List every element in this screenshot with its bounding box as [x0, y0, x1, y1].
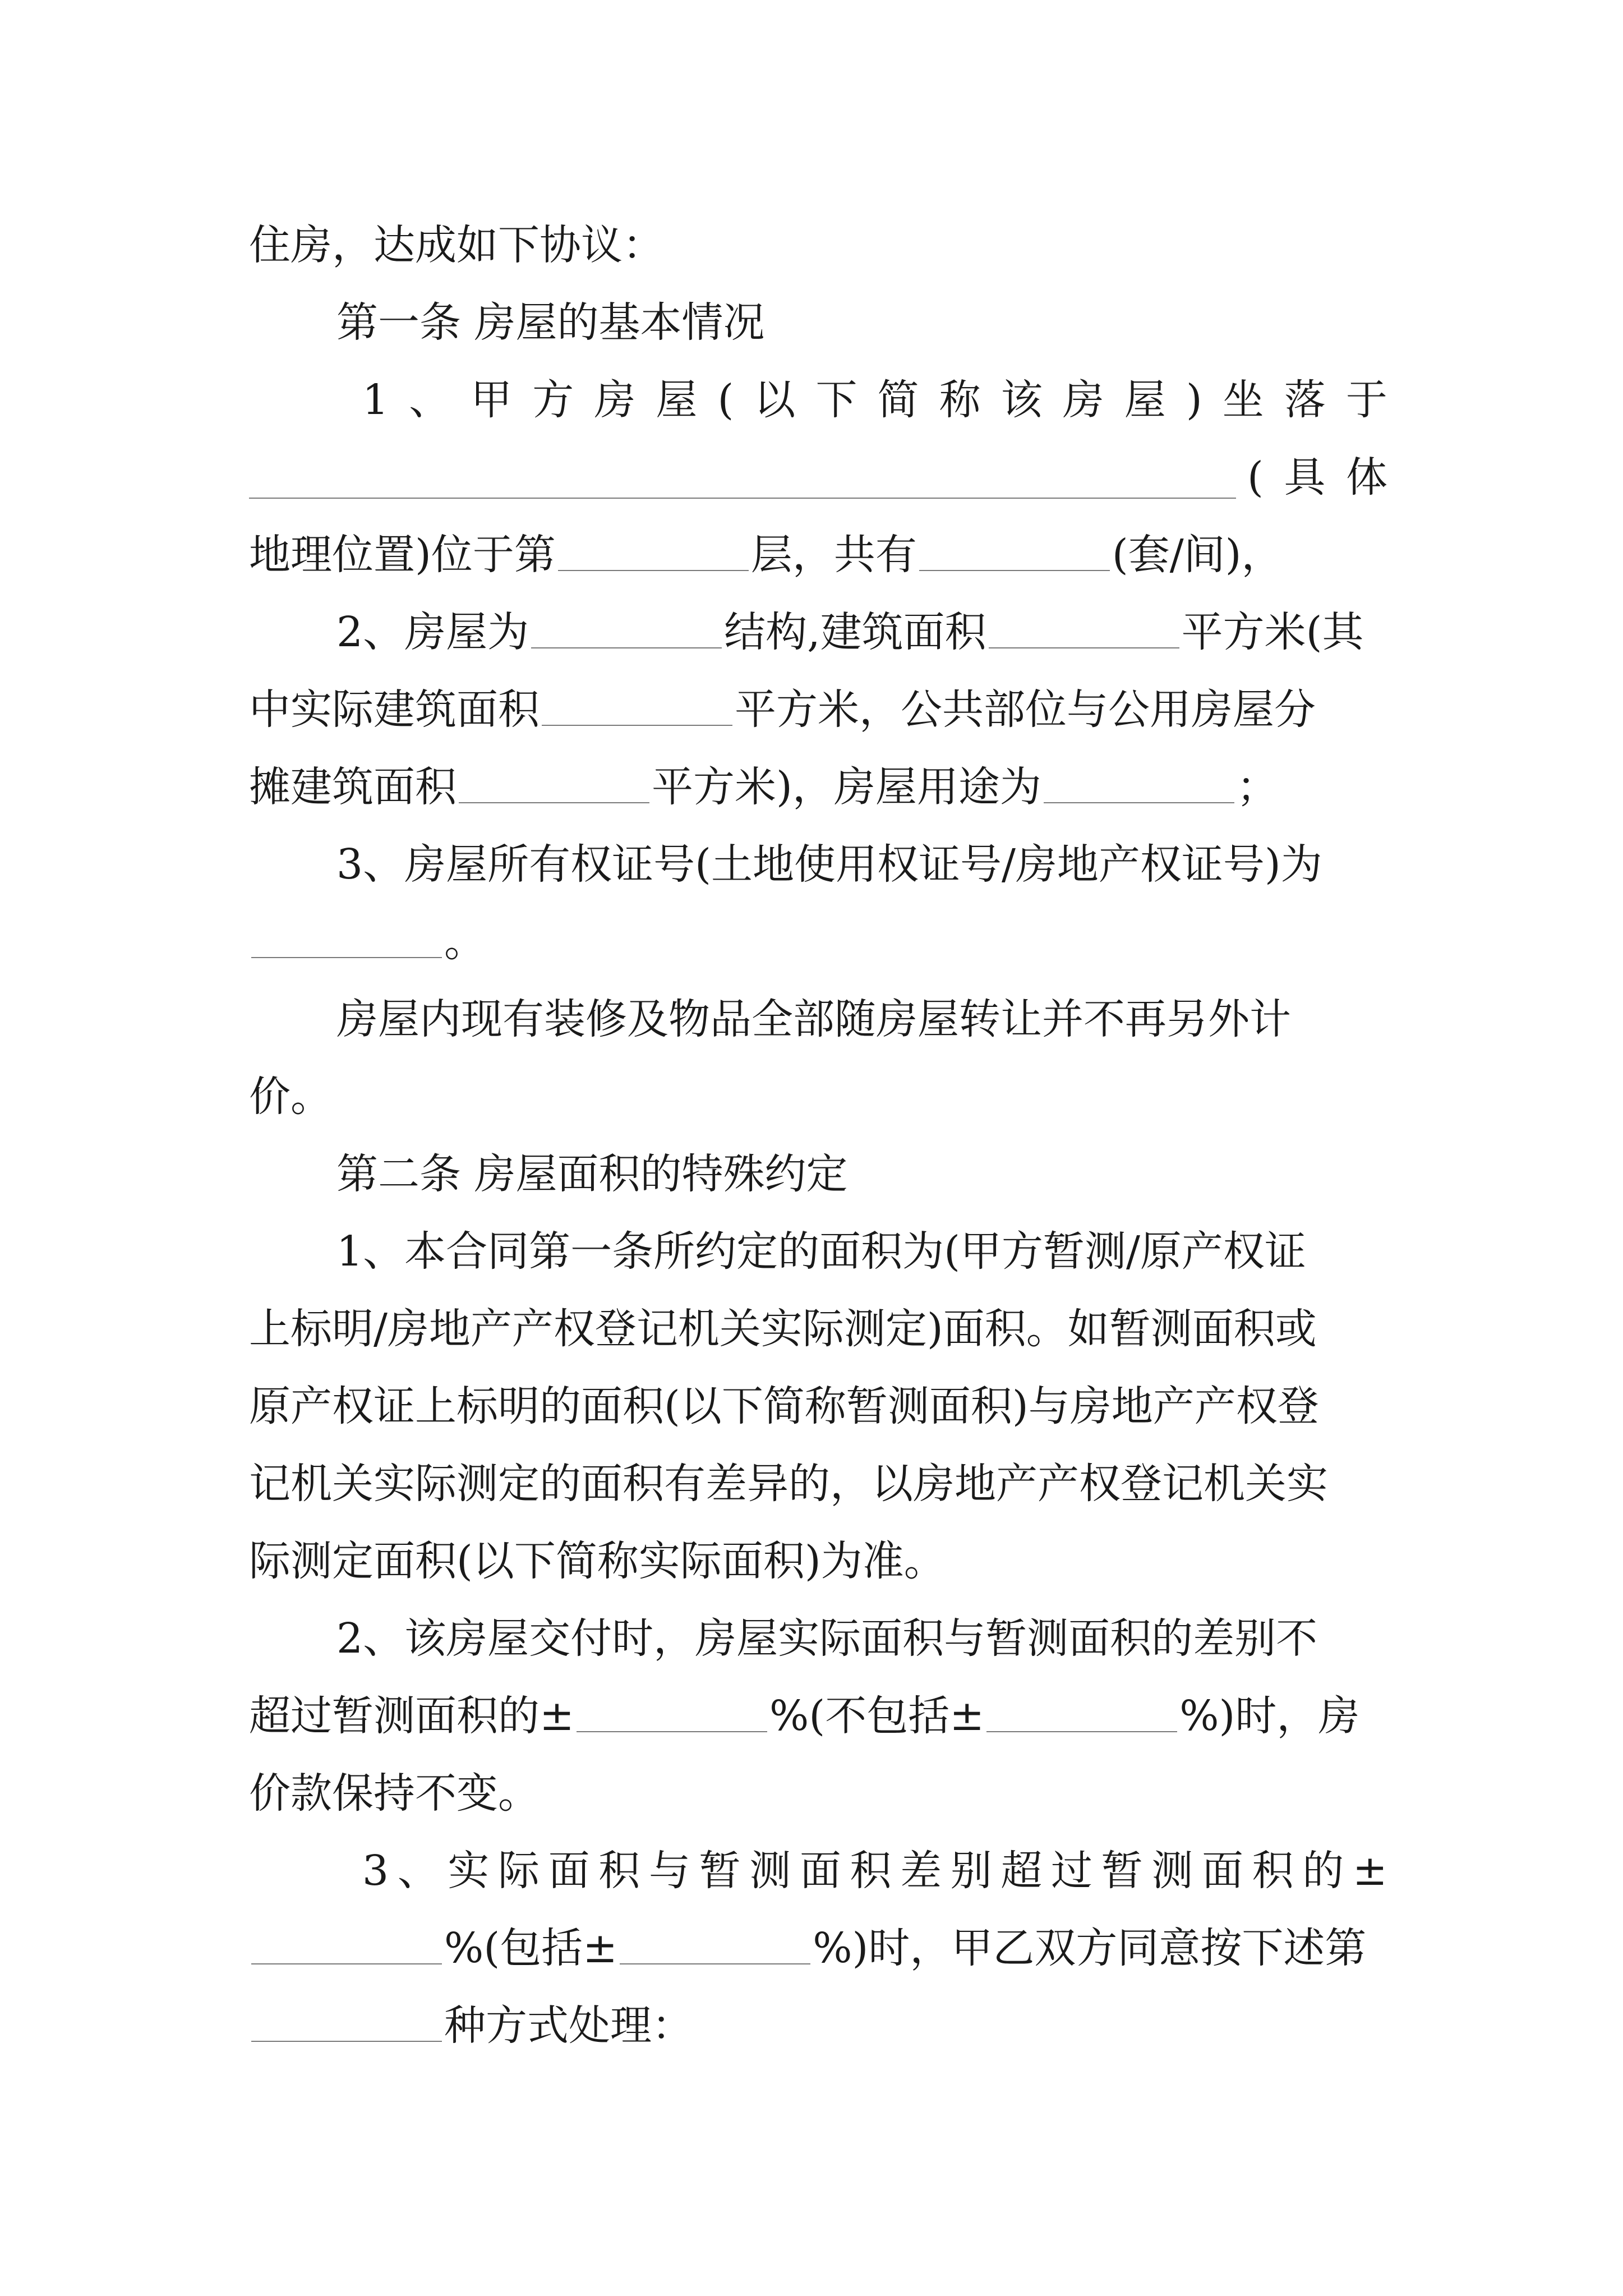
fill-blank	[542, 683, 732, 726]
text-line: 价款保持不变。	[249, 1769, 540, 1818]
text-line: 1、本合同第一条所约定的面积为(甲方暂测/原产权证	[336, 1227, 1306, 1276]
fill-blank	[919, 528, 1110, 571]
fill-blank	[249, 456, 1236, 499]
text-line: ( 具 体	[249, 438, 1387, 517]
text-line: 摊建筑面积 平方米)，房屋用途为 ；	[249, 748, 1387, 826]
text-line: 3 、 实 际 面 积 与 暂 测 面 积 差 别 超 过 暂 测 面 积 的 ±	[362, 1847, 1387, 1895]
article-heading: 第二条 房屋面积的特殊约定	[336, 1150, 848, 1198]
text-line: 2、房屋为 结构,建筑面积 平方米(其	[336, 593, 1387, 671]
article-heading: 第一条 房屋的基本情况	[336, 298, 765, 347]
fill-blank	[531, 606, 722, 648]
fill-blank	[558, 528, 749, 571]
fill-blank	[459, 761, 649, 803]
text-line: 3、房屋所有权证号(土地使用权证号/房地产权证号)为	[336, 840, 1322, 889]
text-line: 记机关实际测定的面积有差异的，以房地产产权登记机关实	[249, 1460, 1328, 1508]
text-line: 地理位置)位于第 层，共有 (套/间)，	[249, 516, 1387, 594]
text-line: 上标明/房地产产权登记机关实际测定)面积。如暂测面积或	[249, 1305, 1317, 1353]
fill-blank	[251, 915, 442, 958]
fill-blank	[989, 606, 1179, 648]
fill-blank	[620, 1922, 810, 1964]
text-line: 超过暂测面积的± %(不包括± %)时，房	[249, 1677, 1387, 1755]
text-line: 房屋内现有装修及物品全部随房屋转让并不再另外计	[336, 995, 1291, 1043]
text-line: 原产权证上标明的面积(以下简称暂测面积)与房地产产权登	[249, 1382, 1319, 1430]
fill-blank	[251, 1999, 442, 2042]
text-line: 住房，达成如下协议：	[249, 221, 664, 269]
text-line: 1 、 甲 方 房 屋 ( 以 下 简 称 该 房 屋 ) 坐 落 于	[362, 376, 1387, 424]
text-line: 种方式处理：	[249, 1986, 1387, 2065]
text-line: 中实际建筑面积 平方米，公共部位与公用房屋分	[249, 670, 1387, 749]
fill-blank	[986, 1690, 1177, 1732]
fill-blank	[1044, 761, 1234, 803]
text-line: 2、该房屋交付时，房屋实际面积与暂测面积的差别不	[336, 1614, 1318, 1663]
text-line: 价。	[249, 1073, 332, 1121]
text-line: 。	[249, 903, 1387, 981]
text-line: 际测定面积(以下简称实际面积)为准。	[249, 1537, 946, 1585]
fill-blank	[577, 1690, 767, 1732]
fill-blank	[251, 1922, 442, 1964]
text-line: %(包括± %)时，甲乙双方同意按下述第	[249, 1909, 1387, 1987]
